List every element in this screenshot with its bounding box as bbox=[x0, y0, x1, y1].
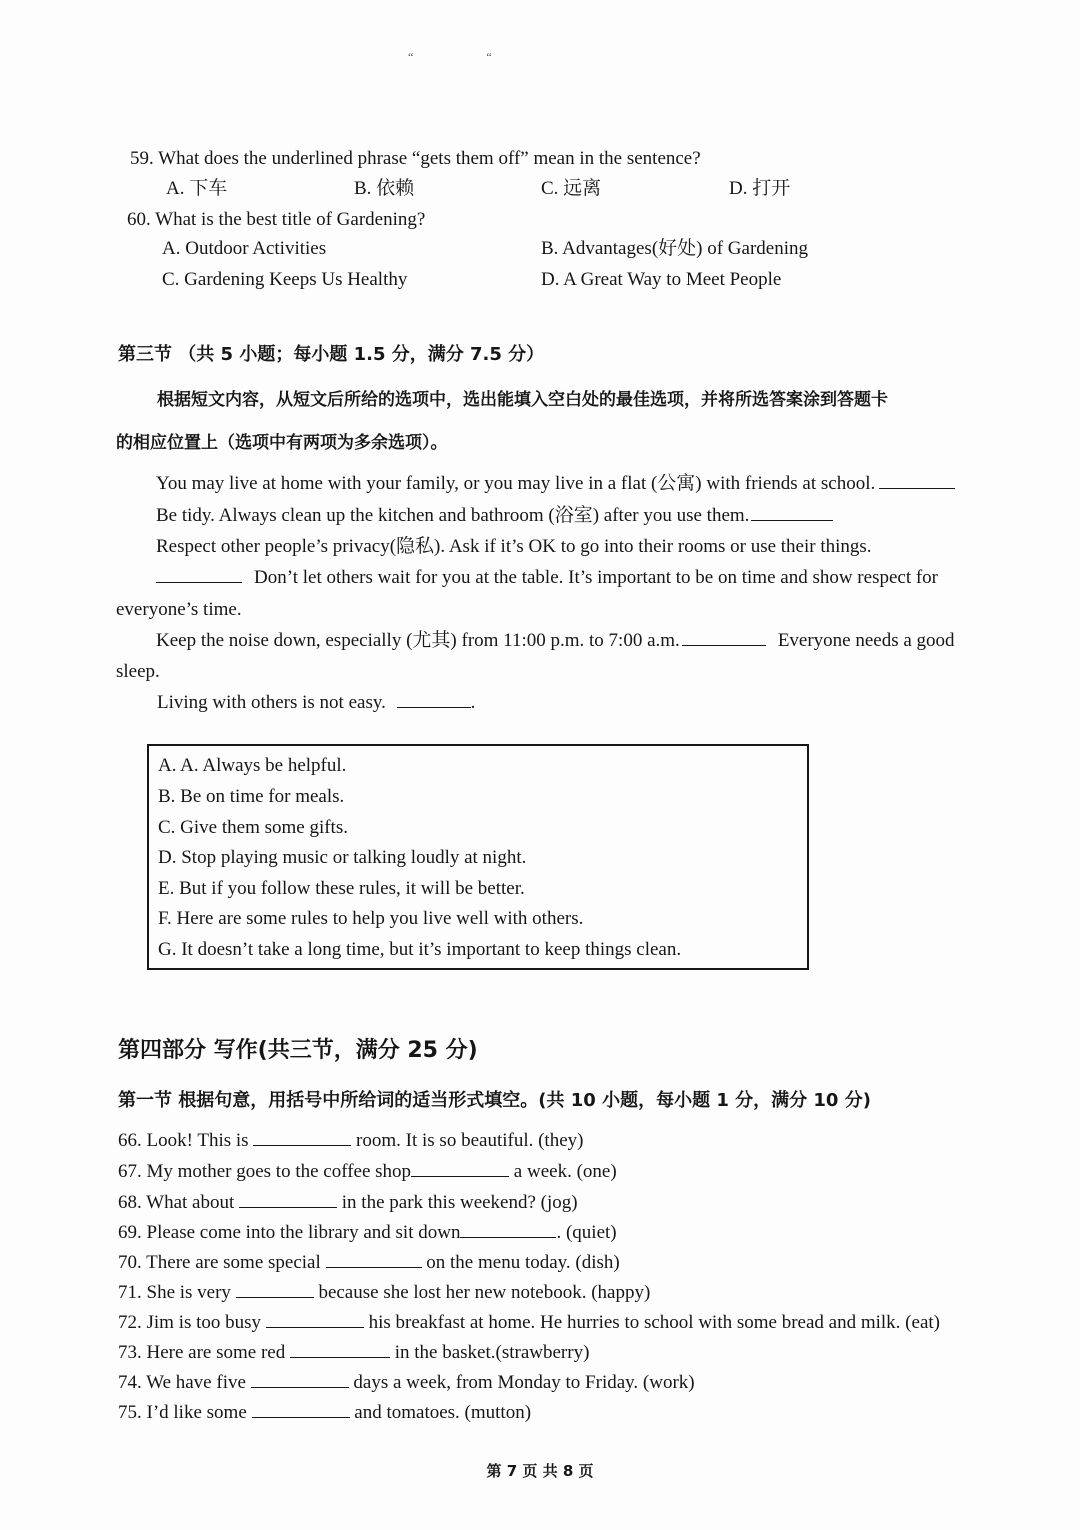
answer-blank-68[interactable] bbox=[239, 1191, 337, 1208]
q59-option-c: C. 远离 bbox=[541, 178, 602, 199]
answer-blank-2[interactable] bbox=[751, 504, 833, 521]
passage-text: Keep the noise down, especially (尤其) from 11:00 p.m. to 7:00 a.m. bbox=[156, 630, 680, 651]
answer-blank-3[interactable] bbox=[156, 566, 242, 583]
passage-line-6 bbox=[156, 629, 955, 653]
question-69 bbox=[118, 1221, 617, 1245]
answer-blank-72[interactable] bbox=[266, 1311, 364, 1328]
q59-option-d: D. 打开 bbox=[729, 178, 791, 199]
page-number: 第 7 页 共 8 页 bbox=[486, 1462, 594, 1480]
passage-text: Living with others is not easy. bbox=[157, 692, 386, 713]
answer-blank-74[interactable] bbox=[251, 1371, 349, 1388]
question-text: 74. We have five bbox=[118, 1372, 246, 1393]
question-71 bbox=[118, 1281, 650, 1305]
option-b: B. Be on time for meals. bbox=[158, 786, 345, 807]
passage-text: Don’t let others wait for you at the table. It’s important to be on time and show respect for bbox=[254, 567, 939, 588]
question-60: 60. What is the best title of Gardening? bbox=[127, 209, 426, 230]
question-text: a week. (one) bbox=[513, 1161, 617, 1182]
question-text: 75. I’d like some bbox=[118, 1402, 247, 1423]
section-3-instruction-line-1: 根据短文内容，从短文后所给的选项中，选出能填入空白处的最佳选项，并将所选答案涂到答题卡 bbox=[157, 390, 888, 410]
passage-line-4 bbox=[156, 566, 938, 590]
passage-text: Everyone needs a good bbox=[777, 630, 955, 651]
passage-line-2 bbox=[156, 504, 833, 528]
answer-blank-4[interactable] bbox=[682, 629, 766, 646]
passage-text: Be tidy. Always clean up the kitchen and bathroom (浴室) after you use them. bbox=[156, 505, 750, 526]
option-c: C. Give them some gifts. bbox=[158, 817, 348, 838]
q60-option-b: B. Advantages(好处) of Gardening bbox=[541, 238, 808, 259]
passage-line-3: Respect other people’s privacy(隐私). Ask if it’s OK to go into their rooms or use their things. bbox=[156, 536, 872, 557]
header-mark: “ bbox=[486, 50, 492, 64]
question-text: in the park this weekend? (jog) bbox=[341, 1192, 578, 1213]
q60-option-a: A. Outdoor Activities bbox=[162, 238, 327, 259]
answer-blank-5[interactable] bbox=[397, 691, 471, 708]
part-4-section-1-heading: 第一节 根据句意，用括号中所给词的适当形式填空。(共 10 小题，每小题 1 分，满分 10 分) bbox=[118, 1090, 871, 1111]
question-text: 69. Please come into the library and sit down bbox=[118, 1222, 461, 1243]
question-text: 72. Jim is too busy bbox=[118, 1312, 262, 1333]
option-e: E. But if you follow these rules, it will be better. bbox=[158, 878, 525, 899]
passage-line-1 bbox=[156, 472, 955, 496]
question-68 bbox=[118, 1191, 578, 1215]
question-text: 71. She is very bbox=[118, 1282, 231, 1303]
passage-line-5: everyone’s time. bbox=[116, 599, 242, 620]
question-text: on the menu today. (dish) bbox=[426, 1252, 620, 1273]
question-text: days a week, from Monday to Friday. (work) bbox=[353, 1372, 695, 1393]
question-73 bbox=[118, 1341, 589, 1365]
question-text: . (quiet) bbox=[556, 1222, 617, 1243]
answer-blank-70[interactable] bbox=[326, 1251, 422, 1268]
question-text: room. It is so beautiful. (they) bbox=[356, 1130, 584, 1151]
answer-blank-1[interactable] bbox=[879, 472, 955, 489]
answer-blank-69[interactable] bbox=[460, 1221, 556, 1238]
option-d: D. Stop playing music or talking loudly at night. bbox=[158, 847, 527, 868]
question-text: in the basket.(strawberry) bbox=[394, 1342, 590, 1363]
answer-blank-75[interactable] bbox=[252, 1401, 350, 1418]
question-70 bbox=[118, 1251, 620, 1275]
question-text: 66. Look! This is bbox=[118, 1130, 249, 1151]
q60-option-c: C. Gardening Keeps Us Healthy bbox=[162, 269, 408, 290]
options-box bbox=[147, 744, 809, 970]
question-text: his breakfast at home. He hurries to school with some bread and milk. (eat) bbox=[368, 1312, 940, 1333]
section-3-heading: 第三节 （共 5 小题；每小题 1.5 分，满分 7.5 分） bbox=[118, 344, 545, 365]
option-f: F. Here are some rules to help you live well with others. bbox=[158, 908, 584, 929]
question-text: and tomatoes. (mutton) bbox=[354, 1402, 532, 1423]
option-a: A. A. Always be helpful. bbox=[158, 755, 347, 776]
header-marks bbox=[408, 50, 562, 65]
q59-option-a: A. 下车 bbox=[166, 178, 228, 199]
question-72 bbox=[118, 1311, 940, 1335]
question-text: 70. There are some special bbox=[118, 1252, 321, 1273]
question-text: because she lost her new notebook. (happy) bbox=[318, 1282, 651, 1303]
header-mark: “ bbox=[408, 50, 414, 64]
question-75 bbox=[118, 1401, 531, 1425]
passage-line-7: sleep. bbox=[116, 661, 160, 682]
question-66 bbox=[118, 1129, 583, 1153]
answer-blank-73[interactable] bbox=[290, 1341, 390, 1358]
answer-blank-66[interactable] bbox=[253, 1129, 351, 1146]
passage-text: You may live at home with your family, or you may live in a flat (公寓) with friends at school. bbox=[156, 473, 876, 494]
passage-line-8: Living with others is not easy. . bbox=[157, 692, 476, 713]
answer-blank-71[interactable] bbox=[236, 1281, 314, 1298]
part-4-heading: 第四部分 写作(共三节，满分 25 分) bbox=[118, 1038, 478, 1063]
question-text: 73. Here are some red bbox=[118, 1342, 286, 1363]
question-text: 68. What about bbox=[118, 1192, 235, 1213]
answer-blank-67[interactable] bbox=[411, 1160, 509, 1177]
q60-option-d: D. A Great Way to Meet People bbox=[541, 269, 782, 290]
option-g: G. It doesn’t take a long time, but it’s important to keep things clean. bbox=[158, 939, 682, 960]
question-59: 59. What does the underlined phrase “gets them off” mean in the sentence? bbox=[130, 148, 701, 169]
section-3-instruction-line-2: 的相应位置上（选项中有两项为多余选项）。 bbox=[116, 433, 448, 453]
question-text: 67. My mother goes to the coffee shop bbox=[118, 1161, 412, 1182]
q59-option-b: B. 依赖 bbox=[354, 178, 415, 199]
question-67 bbox=[118, 1160, 617, 1184]
question-74 bbox=[118, 1371, 695, 1395]
